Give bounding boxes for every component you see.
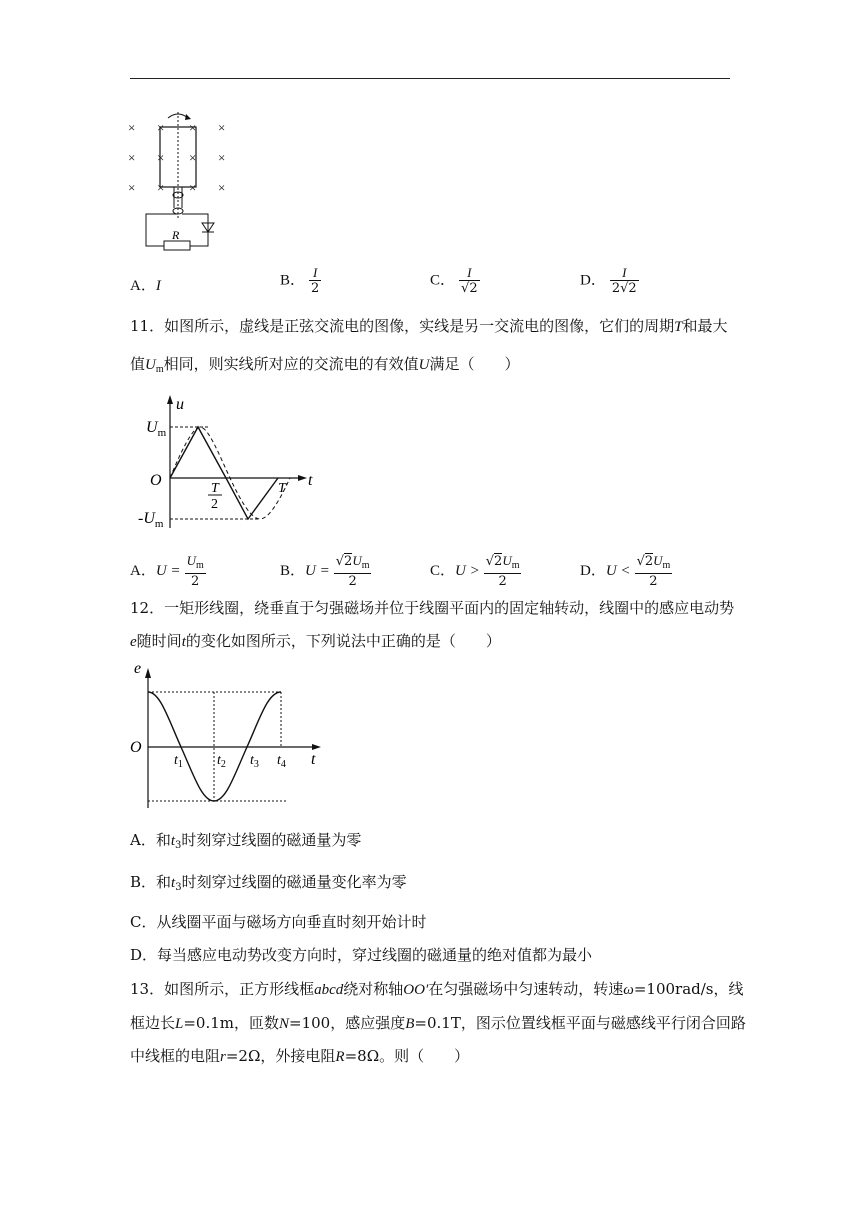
t1-label: $t_1$: [174, 753, 183, 770]
header-rule: [130, 78, 730, 79]
q10-option-c[interactable]: C． $\frac{I}{√2}$: [430, 265, 478, 296]
field-cross: ×: [157, 150, 165, 165]
field-cross: ×: [128, 120, 136, 135]
q12-option-b[interactable]: B．和$t_3$时刻穿过线圈的磁通量变化率为零: [130, 873, 407, 893]
q13-stem-line1: 13．如图所示，正方形线框abcd绕对称轴OO′在匀强磁场中匀速转动，转速ω=100rad/s，线: [130, 980, 744, 998]
q13-stem-line3: 中线框的电阻r=2Ω，外接电阻R=8Ω。则（ ）: [130, 1047, 470, 1065]
t-half-num: T: [211, 481, 219, 496]
q11-option-b[interactable]: B．U = $\frac{√2U_m}{2}$: [280, 553, 370, 589]
field-cross: ×: [218, 150, 226, 165]
t2-label: $t_2$: [217, 753, 226, 770]
t-full-label: T: [278, 481, 286, 496]
t-axis-label: t: [311, 751, 316, 768]
q10-figure: [122, 110, 232, 255]
field-cross: ×: [189, 180, 197, 195]
q12-option-c[interactable]: C．从线圈平面与磁场方向垂直时刻开始计时: [130, 913, 427, 931]
field-cross: ×: [128, 180, 136, 195]
q12-option-d[interactable]: D．每当感应电动势改变方向时，穿过线圈的磁通量的绝对值都为最小: [130, 946, 593, 964]
field-cross: ×: [157, 120, 165, 135]
q12-stem-line2: e随时间t的变化如图所示，下列说法中正确的是（ ）: [130, 632, 501, 650]
field-cross: ×: [189, 150, 197, 165]
t-axis-label: t: [308, 472, 313, 489]
field-cross: ×: [128, 150, 136, 165]
q10-option-d[interactable]: D． $\frac{I}{2√2}$: [580, 265, 637, 296]
resistor-label: R: [172, 228, 180, 242]
q12-option-a[interactable]: A．和$t_3$时刻穿过线圈的磁通量为零: [130, 831, 362, 851]
q13-stem-line2: 框边长L=0.1m，匝数N=100，感应强度B=0.1T，图示位置线框平面与磁感线平行闭合回路: [130, 1014, 746, 1032]
q11-option-a[interactable]: A．U = $\frac{U_m}{2}$: [130, 553, 204, 589]
field-cross: ×: [218, 120, 226, 135]
q11-stem-line1: 11．如图所示，虚线是正弦交流电的图像，实线是另一交流电的图像，它们的周期T和最大: [130, 317, 728, 335]
origin-label: O: [150, 472, 162, 489]
q11-stem-line2: 值$U_m$相同，则实线所对应的交流电的有效值U满足（ ）: [130, 355, 520, 375]
q11-option-c[interactable]: C．U > $\frac{√2U_m}{2}$: [430, 553, 520, 589]
field-cross: ×: [218, 180, 226, 195]
origin-label: O: [130, 739, 142, 756]
q10-option-b[interactable]: B． $\frac{I}{2}$: [280, 265, 320, 296]
field-cross: ×: [157, 180, 165, 195]
field-cross: ×: [189, 120, 197, 135]
t3-label: $t_3$: [250, 753, 259, 770]
e-axis-label: e: [134, 660, 142, 677]
um-label: $U_m$: [146, 419, 167, 439]
q11-option-d[interactable]: D．U < $\frac{√2U_m}{2}$: [580, 553, 671, 589]
u-axis-label: u: [176, 396, 184, 413]
t-half-den: 2: [211, 497, 218, 512]
q12-stem-line1: 12．一矩形线圈，绕垂直于匀强磁场并位于线圈平面内的固定轴转动，线圈中的感应电动势: [130, 599, 735, 617]
t4-label: $t_4$: [277, 753, 286, 770]
q10-option-a[interactable]: A．I: [130, 278, 161, 294]
neg-um-label: $-U_m$: [138, 510, 164, 530]
q12-figure: [128, 658, 328, 810]
q11-figure: [138, 392, 328, 532]
